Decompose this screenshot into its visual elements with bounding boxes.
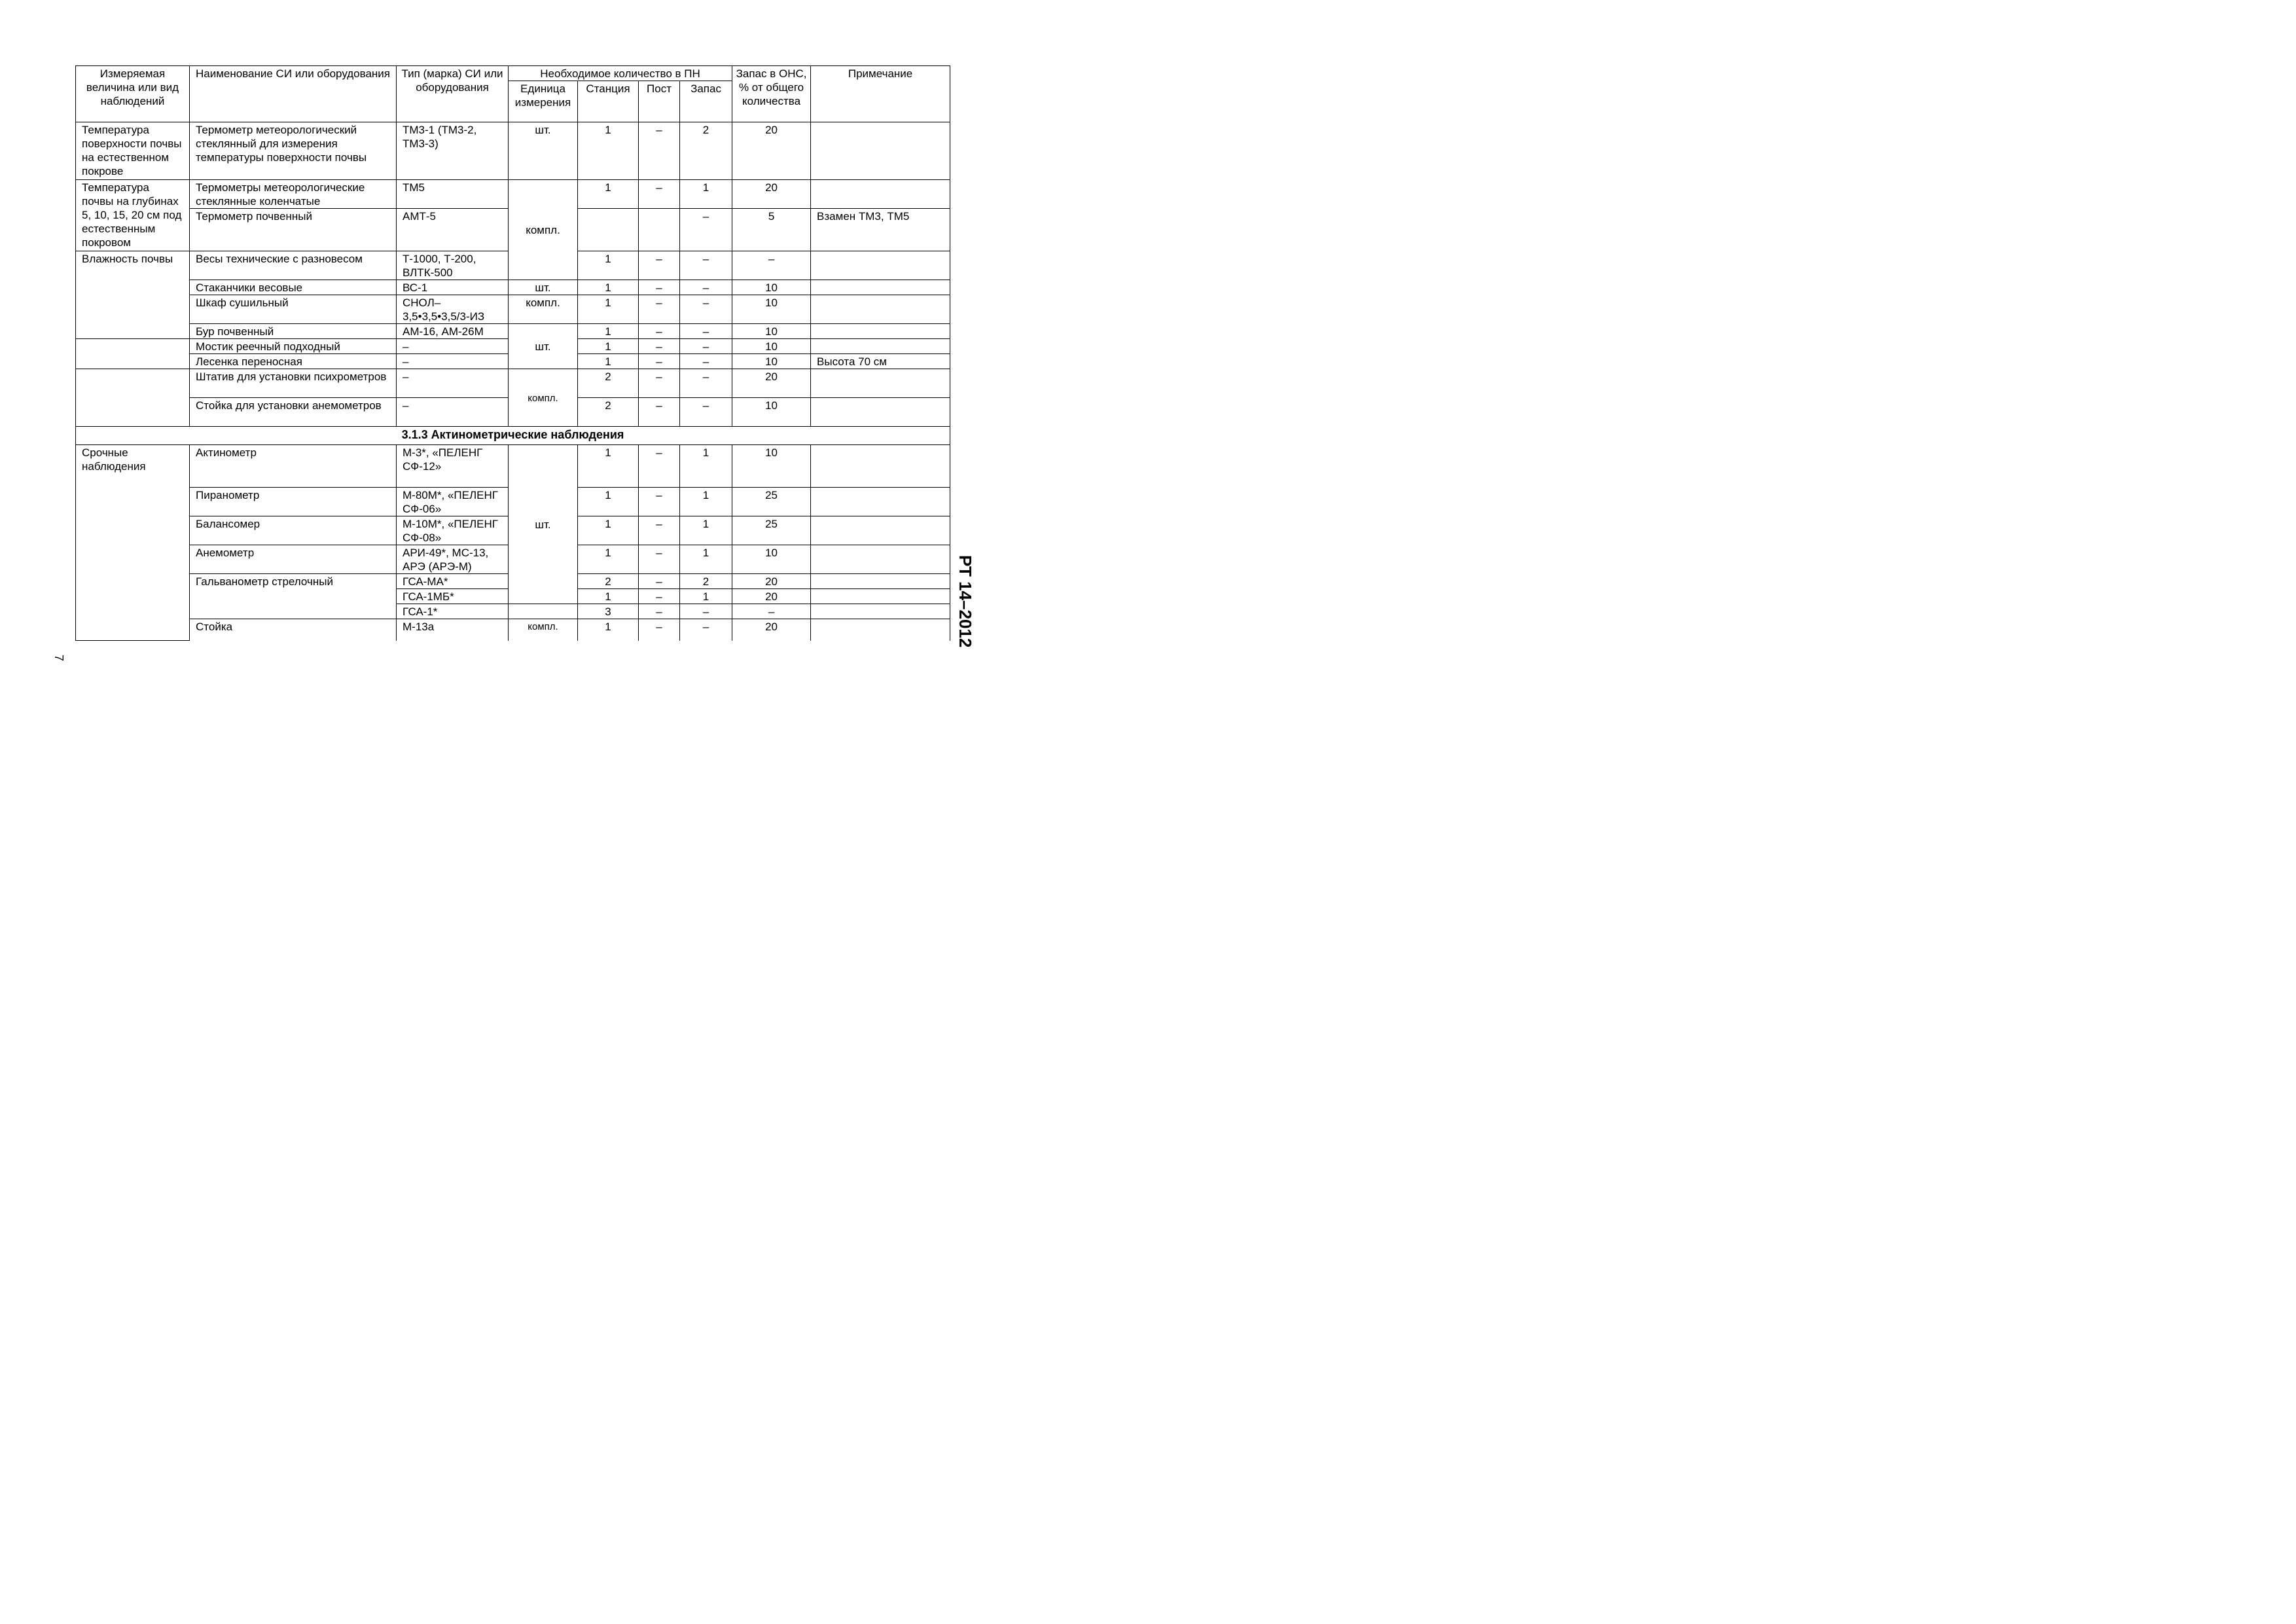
document-page (0, 0, 1018, 720)
cell-type: – (397, 369, 509, 398)
cell-station: 1 (578, 354, 639, 369)
cell-ons: 10 (732, 398, 811, 427)
page-number: 7 (52, 655, 65, 662)
table-row (76, 295, 950, 324)
cell-station: 3 (578, 604, 639, 619)
cell-ons: 20 (732, 369, 811, 398)
cell-measured (76, 339, 190, 369)
cell-note (811, 516, 950, 545)
cell-reserve: 1 (680, 589, 732, 604)
cell-unit: компл. (509, 180, 578, 280)
cell-type: ГСА-1МБ* (397, 589, 509, 604)
cell-station: 2 (578, 369, 639, 398)
cell-name: Лесенка переносная (190, 354, 397, 369)
cell-name: Термометры метеорологические стеклянные коленчатые (190, 180, 397, 209)
cell-station: 1 (578, 445, 639, 488)
cell-post: – (639, 589, 680, 604)
cell-measured (76, 369, 190, 427)
cell-post: – (639, 280, 680, 295)
cell-station: 1 (578, 545, 639, 574)
cell-note (811, 445, 950, 488)
cell-station: 1 (578, 488, 639, 516)
cell-ons: 10 (732, 324, 811, 339)
cell-station: 1 (578, 122, 639, 180)
cell-name: Термометр почвенный (190, 209, 397, 251)
header-reserve: Запас (680, 81, 732, 122)
header-note: Примечание (811, 66, 950, 122)
cell-type: АМ-16, АМ-26М (397, 324, 509, 339)
cell-post: – (639, 354, 680, 369)
cell-type: – (397, 339, 509, 354)
cell-type: ТМ3-1 (ТМ3-2, ТМ3-3) (397, 122, 509, 180)
cell-name: Весы технические с разновесом (190, 251, 397, 280)
table-row (76, 445, 950, 488)
table-row (76, 122, 950, 180)
cell-ons: 10 (732, 339, 811, 354)
cell-note (811, 295, 950, 324)
cell-ons: 20 (732, 589, 811, 604)
cell-measured: Срочные наблюдения (76, 445, 190, 641)
section-title: 3.1.3 Актинометрические наблюдения (76, 427, 950, 445)
cell-name: Термометр метеорологический стеклянный для измерения температуры поверхности почвы (190, 122, 397, 180)
cell-ons: 20 (732, 122, 811, 180)
cell-station: 1 (578, 339, 639, 354)
cell-name: Гальванометр стрелочный (190, 574, 397, 619)
cell-note (811, 545, 950, 574)
cell-note (811, 180, 950, 209)
header-name: Наименование СИ или оборудования (190, 66, 397, 122)
cell-note (811, 324, 950, 339)
cell-note: Взамен ТМ3, ТМ5 (811, 209, 950, 251)
cell-ons: 20 (732, 180, 811, 209)
cell-unit: шт. (509, 445, 578, 604)
header-type: Тип (марка) СИ или оборудования (397, 66, 509, 122)
cell-post: – (639, 488, 680, 516)
cell-note (811, 122, 950, 180)
cell-post: – (639, 324, 680, 339)
cell-reserve: 2 (680, 122, 732, 180)
table-row (76, 619, 950, 641)
cell-measured: Температура почвы на глубинах 5, 10, 15, 20 см под естественным покровом (76, 180, 190, 251)
cell-type: ТМ5 (397, 180, 509, 209)
cell-post: – (639, 545, 680, 574)
cell-ons: 10 (732, 445, 811, 488)
cell-name: Пиранометр (190, 488, 397, 516)
cell-type: АМТ-5 (397, 209, 509, 251)
cell-note (811, 589, 950, 604)
cell-type: М-13а (397, 619, 509, 641)
cell-ons: 10 (732, 280, 811, 295)
header-required: Необходимое количество в ПН (509, 66, 732, 81)
cell-post: – (639, 398, 680, 427)
cell-unit: шт. (509, 122, 578, 180)
cell-reserve: – (680, 369, 732, 398)
cell-unit: компл. (509, 619, 578, 641)
cell-type: М-10М*, «ПЕЛЕНГ СФ-08» (397, 516, 509, 545)
cell-reserve: 1 (680, 445, 732, 488)
cell-name: Актинометр (190, 445, 397, 488)
cell-station: 2 (578, 574, 639, 589)
cell-post: – (639, 295, 680, 324)
cell-note (811, 369, 950, 398)
cell-station: 1 (578, 251, 639, 280)
cell-note (811, 251, 950, 280)
cell-name: Анемометр (190, 545, 397, 574)
cell-type: АРИ-49*, МС-13, АРЭ (АРЭ-М) (397, 545, 509, 574)
table-row (76, 280, 950, 295)
cell-post: – (639, 339, 680, 354)
table-row (76, 180, 950, 209)
cell-station: 1 (578, 280, 639, 295)
cell-ons: 10 (732, 545, 811, 574)
cell-post: – (639, 369, 680, 398)
cell-unit (509, 604, 578, 619)
cell-measured: Влажность почвы (76, 251, 190, 339)
cell-post: – (639, 180, 680, 209)
cell-note: Высота 70 см (811, 354, 950, 369)
cell-reserve: 1 (680, 516, 732, 545)
table-row (76, 369, 950, 398)
cell-station: 1 (578, 295, 639, 324)
cell-reserve: – (680, 324, 732, 339)
cell-ons: 25 (732, 516, 811, 545)
header-unit: Единица измерения (509, 81, 578, 122)
cell-ons: 25 (732, 488, 811, 516)
cell-name: Мостик реечный подходный (190, 339, 397, 354)
cell-unit: компл. (509, 295, 578, 324)
cell-unit: шт. (509, 324, 578, 369)
cell-reserve: – (680, 604, 732, 619)
cell-type: ВС-1 (397, 280, 509, 295)
cell-post: – (639, 604, 680, 619)
cell-station: 1 (578, 324, 639, 339)
cell-station: 1 (578, 516, 639, 545)
cell-post: – (639, 122, 680, 180)
cell-station (578, 209, 639, 251)
cell-post: – (639, 619, 680, 641)
cell-unit: компл. (509, 369, 578, 427)
cell-station: 1 (578, 589, 639, 604)
cell-reserve: 1 (680, 488, 732, 516)
cell-reserve: – (680, 339, 732, 354)
cell-ons: 5 (732, 209, 811, 251)
cell-type: – (397, 398, 509, 427)
cell-reserve: – (680, 209, 732, 251)
cell-reserve: 2 (680, 574, 732, 589)
cell-ons: 20 (732, 574, 811, 589)
cell-reserve: – (680, 398, 732, 427)
cell-type: ГСА-1* (397, 604, 509, 619)
cell-ons: 10 (732, 354, 811, 369)
cell-type: – (397, 354, 509, 369)
cell-note (811, 398, 950, 427)
cell-ons: 20 (732, 619, 811, 641)
cell-name: Штатив для установки психрометров (190, 369, 397, 398)
cell-ons: – (732, 604, 811, 619)
cell-name: Бур почвенный (190, 324, 397, 339)
cell-post: – (639, 516, 680, 545)
header-ons-reserve: Запас в ОНС, % от общего количества (732, 66, 811, 122)
cell-name: Стойка для установки анемометров (190, 398, 397, 427)
cell-post (639, 209, 680, 251)
cell-type: М-3*, «ПЕЛЕНГ СФ-12» (397, 445, 509, 488)
cell-note (811, 574, 950, 589)
cell-station: 1 (578, 180, 639, 209)
section-row (76, 427, 950, 445)
cell-reserve: 1 (680, 180, 732, 209)
cell-station: 1 (578, 619, 639, 641)
cell-name: Стойка (190, 619, 397, 641)
cell-type: ГСА-МА* (397, 574, 509, 589)
cell-post: – (639, 251, 680, 280)
cell-type: М-80М*, «ПЕЛЕНГ СФ-06» (397, 488, 509, 516)
cell-note (811, 488, 950, 516)
cell-reserve: – (680, 619, 732, 641)
cell-note (811, 339, 950, 354)
cell-measured: Температура поверхности почвы на естественном покрове (76, 122, 190, 180)
cell-reserve: 1 (680, 545, 732, 574)
header-station: Станция (578, 81, 639, 122)
cell-unit: шт. (509, 280, 578, 295)
table-row (76, 324, 950, 339)
document-code: РТ 14–2012 (956, 555, 975, 648)
equipment-table (75, 65, 950, 641)
cell-station: 2 (578, 398, 639, 427)
cell-type: Т-1000, Т-200, ВЛТК-500 (397, 251, 509, 280)
cell-note (811, 604, 950, 619)
cell-note (811, 619, 950, 641)
cell-post: – (639, 574, 680, 589)
header-measured: Измеряемая величина или вид наблюдений (76, 66, 190, 122)
cell-note (811, 280, 950, 295)
cell-ons: 10 (732, 295, 811, 324)
cell-name: Стаканчики весовые (190, 280, 397, 295)
cell-name: Балансомер (190, 516, 397, 545)
cell-type: СНОЛ–3,5•3,5•3,5/3-ИЗ (397, 295, 509, 324)
cell-post: – (639, 445, 680, 488)
cell-reserve: – (680, 295, 732, 324)
cell-name: Шкаф сушильный (190, 295, 397, 324)
cell-reserve: – (680, 354, 732, 369)
cell-ons: – (732, 251, 811, 280)
cell-reserve: – (680, 280, 732, 295)
cell-reserve: – (680, 251, 732, 280)
header-post: Пост (639, 81, 680, 122)
